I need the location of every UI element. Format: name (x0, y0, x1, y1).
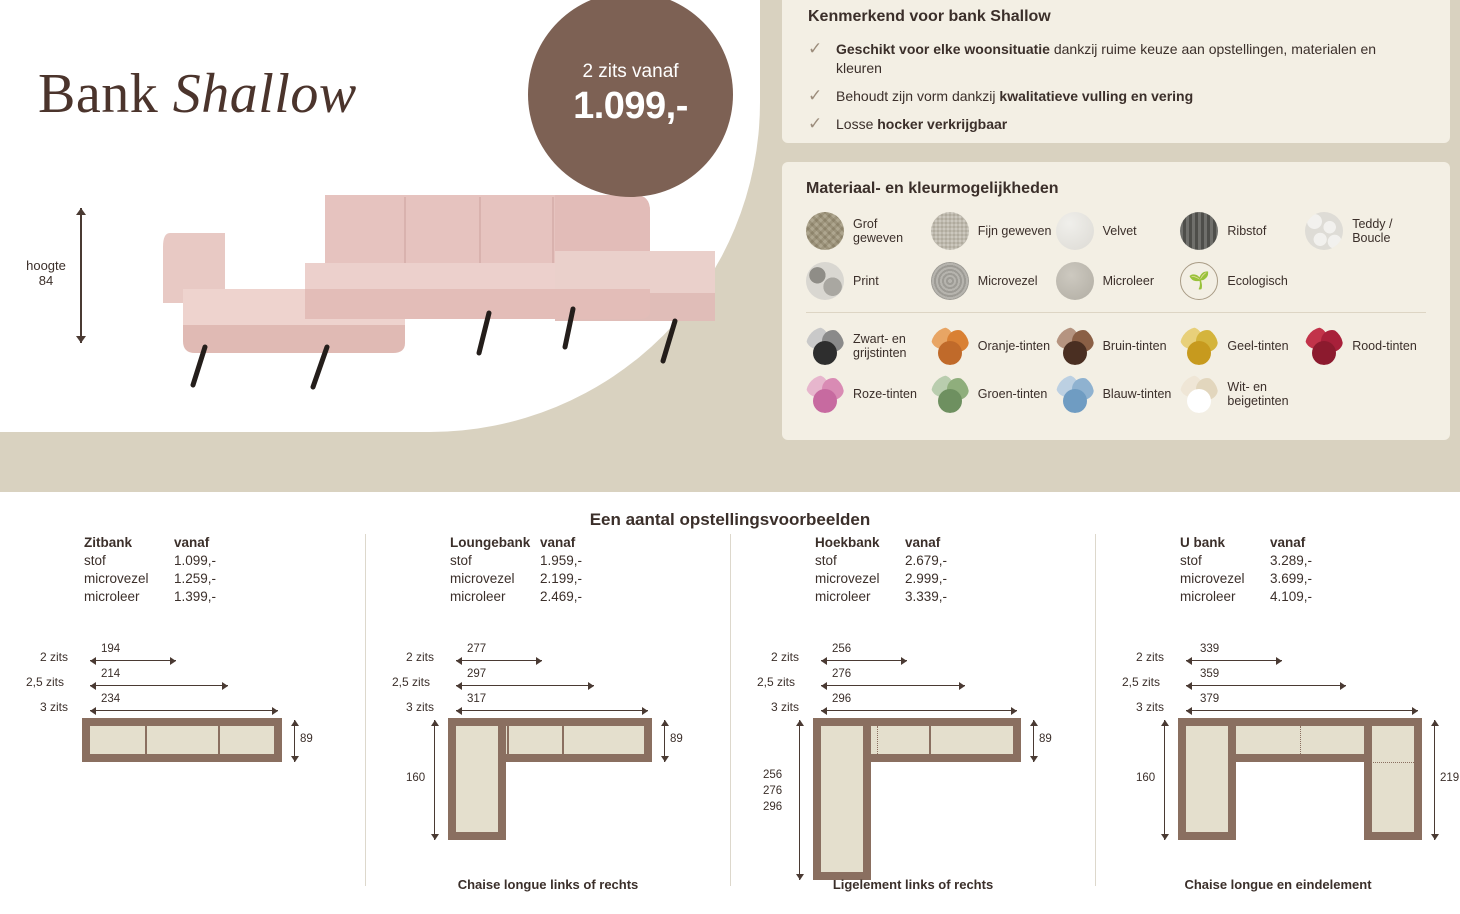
column-caption: Chaise longue en eindelement (1184, 877, 1372, 892)
swatch-microvezel-icon (931, 262, 969, 300)
seat-label: 2,5 zits (1122, 675, 1161, 689)
width-value: 214 (101, 668, 121, 680)
width-value: 339 (1200, 643, 1220, 655)
model-name: Hoekbank (815, 535, 880, 550)
fabric-label: Velvet (1102, 224, 1137, 238)
model-name: U bank (1180, 535, 1226, 550)
depth-value: 89 (670, 733, 683, 745)
fabric-label: Teddy / Boucle (1352, 217, 1393, 245)
plan-shape-chaise (448, 718, 506, 840)
vanaf-label: vanaf (905, 535, 941, 550)
material-name: microvezel (450, 571, 515, 586)
plan-dotted-divider (1300, 726, 1301, 754)
seat-label: 2,5 zits (392, 675, 431, 689)
price-table-names (84, 534, 174, 606)
material-name: microvezel (815, 571, 880, 586)
swatch-microleer-icon (1056, 262, 1094, 300)
price-value: 1.099,- (174, 553, 217, 568)
examples-section (0, 492, 1460, 914)
fabric-swatch-item[interactable] (806, 212, 927, 250)
price-table (757, 534, 1069, 606)
color-swatch-item[interactable] (1056, 375, 1177, 413)
fabric-label: Ecologisch (1227, 274, 1288, 288)
color-swatch-item[interactable] (1180, 327, 1301, 365)
price-table-names (1180, 534, 1270, 606)
examples-heading: Een aantal opstellingsvoorbeelden (589, 510, 871, 529)
price-value: 1.399,- (174, 589, 217, 604)
page-title-italic: Shallow (172, 63, 357, 125)
color-swatch-item[interactable] (806, 327, 927, 365)
width-value: 276 (832, 668, 852, 680)
color-swatch-bruin-icon (1056, 327, 1094, 365)
fabric-swatch-item[interactable] (1305, 212, 1426, 250)
column-caption: Ligelement links of rechts (832, 877, 994, 892)
fabric-label: Print (853, 274, 879, 288)
price-table (392, 534, 704, 606)
swatch-fijn-geweven-icon (931, 212, 969, 250)
examples-columns (0, 534, 1460, 892)
plan-divider (929, 726, 931, 754)
width-arrow (90, 660, 176, 661)
price-table-values (905, 534, 1015, 606)
color-swatch-grid (806, 313, 1426, 413)
column-caption: Chaise longue links of rechts (457, 877, 639, 892)
plan-dotted-divider (877, 726, 878, 754)
swatch-velvet-icon (1056, 212, 1094, 250)
ligelement-depth-value: 256 (763, 769, 783, 781)
price-value: 2.999,- (905, 571, 948, 586)
seat-label: 2,5 zits (757, 675, 796, 689)
vanaf-label: vanaf (174, 535, 210, 550)
color-label: Bruin-tinten (1102, 339, 1167, 353)
color-swatch-roze-icon (806, 375, 844, 413)
seat-label: 2 zits (406, 650, 435, 664)
color-swatch-item[interactable] (931, 327, 1052, 365)
material-name: microleer (450, 589, 506, 604)
chaise-depth-value: 160 (406, 772, 426, 784)
width-arrow (821, 660, 907, 661)
width-arrow (456, 685, 594, 686)
material-name: microleer (815, 589, 871, 604)
swatch-grof-geweven-icon (806, 212, 844, 250)
width-arrow (90, 710, 278, 711)
color-swatch-rood-icon (1305, 327, 1343, 365)
feature-rest: dankzij ruime keuze aan opstellingen, materialen en kleuren (836, 41, 1377, 76)
price-table-values (174, 534, 284, 606)
vanaf-label: vanaf (540, 535, 576, 550)
ligelement-depth-value: 296 (763, 801, 783, 813)
width-value: 317 (467, 693, 487, 705)
color-swatch-wit-beige-icon (1180, 375, 1218, 413)
material-name: stof (1180, 553, 1202, 568)
price-table-names (450, 534, 540, 606)
dimension-diagram (757, 636, 1069, 892)
plan-divider (218, 726, 220, 754)
feature-lead: Losse (836, 116, 878, 132)
material-name: stof (815, 553, 837, 568)
fabric-swatch-grid (806, 212, 1426, 313)
seat-label: 3 zits (1136, 700, 1165, 714)
fabric-label: Microleer (1102, 274, 1154, 288)
height-dimension-arrow (80, 208, 82, 343)
color-label: Rood-tinten (1352, 339, 1417, 353)
plan-divider (562, 726, 564, 754)
seat-label: 3 zits (406, 700, 435, 714)
depth-arrow (294, 720, 295, 762)
material-name: microvezel (84, 571, 149, 586)
fabric-label: Microvezel (977, 274, 1038, 288)
fabric-swatch-item[interactable] (1056, 212, 1177, 250)
plan-shape-chaise (1178, 718, 1236, 840)
width-value: 296 (832, 693, 852, 705)
width-arrow (90, 685, 228, 686)
fabric-swatch-item[interactable] (1180, 262, 1301, 300)
ligelement-depth-arrow (799, 720, 800, 880)
color-label: Oranje-tinten (977, 339, 1051, 353)
price-table (1122, 534, 1434, 606)
material-name: stof (450, 553, 472, 568)
material-name: stof (84, 553, 106, 568)
width-value: 379 (1200, 693, 1220, 705)
plan-shape-eindelement (1364, 718, 1422, 840)
width-value: 256 (832, 643, 852, 655)
color-swatch-zwart-grijs-icon (806, 327, 844, 365)
height-label-line2: 84 (38, 273, 54, 288)
swatch-ribstof-icon (1180, 212, 1218, 250)
color-swatch-item[interactable] (1305, 327, 1426, 365)
width-arrow (1186, 710, 1418, 711)
swatch-print-icon (806, 262, 844, 300)
width-value: 194 (101, 643, 121, 655)
seat-label: 2 zits (40, 650, 69, 664)
price-value: 2.469,- (540, 589, 583, 604)
plan-shape-zitbank (82, 718, 282, 762)
price-value: 3.699,- (1270, 571, 1313, 586)
plan-divider (507, 726, 509, 754)
feature-item (808, 115, 1424, 134)
color-label: Roze-tinten (853, 387, 917, 401)
color-swatch-item[interactable] (931, 375, 1052, 413)
vanaf-label: vanaf (1270, 535, 1306, 550)
price-value: 1.259,- (174, 571, 217, 586)
color-swatch-blauw-icon (1056, 375, 1094, 413)
price-table-names (815, 534, 905, 606)
price-table (26, 534, 339, 606)
color-label: Zwart- en grijstinten (853, 332, 907, 360)
width-value: 359 (1200, 668, 1220, 680)
width-value: 234 (101, 693, 121, 705)
price-table-values (540, 534, 650, 606)
page-title (38, 62, 357, 126)
width-arrow (456, 710, 648, 711)
fabric-swatch-item[interactable] (931, 262, 1052, 300)
swatch-teddy-boucle-icon (1305, 212, 1343, 250)
materials-panel (782, 162, 1450, 440)
fabric-swatch-item[interactable] (931, 212, 1052, 250)
price-badge-caption: 2 zits vanaf (582, 61, 679, 82)
price-value: 2.679,- (905, 553, 948, 568)
fabric-label: Grof geweven (853, 217, 904, 245)
feature-bold: kwalitatieve vulling en vering (999, 88, 1194, 104)
material-name: microleer (1180, 589, 1236, 604)
width-arrow (456, 660, 542, 661)
depth-arrow (1434, 720, 1435, 840)
color-swatch-oranje-icon (931, 327, 969, 365)
seat-label: 2 zits (1136, 650, 1165, 664)
depth-value: 89 (1039, 733, 1052, 745)
check-icon: ✓ (808, 39, 823, 58)
color-label: Blauw-tinten (1102, 387, 1172, 401)
feature-text (836, 87, 1193, 106)
materials-heading: Materiaal- en kleurmogelijkheden (806, 180, 1059, 197)
width-arrow (821, 685, 965, 686)
feature-text (836, 40, 1396, 78)
material-name: microvezel (1180, 571, 1245, 586)
fabric-swatch-item[interactable] (1180, 212, 1301, 250)
seat-label: 3 zits (40, 700, 69, 714)
dimension-diagram (26, 636, 339, 886)
fabric-label: Ribstof (1227, 224, 1267, 238)
model-name: Loungebank (450, 535, 531, 550)
price-value: 2.199,- (540, 571, 583, 586)
feature-bold: Geschikt voor elke woonsituatie (836, 41, 1050, 57)
color-label: Wit- en beigetinten (1227, 380, 1289, 408)
seat-label: 2,5 zits (26, 675, 65, 689)
seat-label: 2 zits (771, 650, 800, 664)
seat-label: 3 zits (771, 700, 800, 714)
plan-shape-ligelement (813, 718, 871, 880)
color-label: Geel-tinten (1227, 339, 1289, 353)
ligelement-depth-value: 276 (763, 785, 783, 797)
width-value: 277 (467, 643, 487, 655)
dimension-diagram (1122, 636, 1460, 892)
features-panel (782, 0, 1450, 143)
model-name: Zitbank (84, 535, 133, 550)
check-icon: ✓ (808, 114, 823, 133)
feature-text (836, 115, 1007, 134)
price-value: 4.109,- (1270, 589, 1313, 604)
feature-item (808, 40, 1424, 78)
chaise-depth-arrow (434, 720, 435, 840)
check-icon: ✓ (808, 86, 823, 105)
depth-arrow (664, 720, 665, 762)
sofa-illustration (75, 185, 715, 395)
chaise-depth-arrow (1164, 720, 1165, 840)
price-value: 3.339,- (905, 589, 948, 604)
plan-divider (145, 726, 147, 754)
width-value: 297 (467, 668, 487, 680)
fabric-swatch-item[interactable] (806, 262, 927, 300)
price-table-values (1270, 534, 1380, 606)
color-label: Groen-tinten (977, 387, 1048, 401)
feature-lead: Behoudt zijn vorm dankzij (836, 88, 1000, 104)
color-swatch-groen-icon (931, 375, 969, 413)
price-badge-amount: 1.099,- (573, 85, 688, 127)
color-swatch-item[interactable] (1056, 327, 1177, 365)
example-column-loungebank (365, 534, 730, 892)
example-column-hoekbank (730, 534, 1095, 892)
price-value: 3.289,- (1270, 553, 1313, 568)
color-swatch-item[interactable] (1180, 375, 1301, 413)
width-arrow (1186, 685, 1346, 686)
sofa-svg (75, 185, 715, 395)
depth-value: 89 (300, 733, 313, 745)
material-name: microleer (84, 589, 140, 604)
height-label (20, 258, 72, 288)
width-arrow (821, 710, 1017, 711)
price-value: 1.959,- (540, 553, 583, 568)
fabric-label: Fijn geweven (977, 224, 1052, 238)
height-label-line1: hoogte (26, 258, 66, 273)
depth-value: 219 (1440, 772, 1460, 784)
price-badge (528, 0, 733, 197)
example-column-zitbank (0, 534, 365, 886)
feature-bold: hocker verkrijgbaar (877, 116, 1008, 132)
color-swatch-geel-icon (1180, 327, 1218, 365)
feature-item (808, 87, 1424, 106)
dimension-diagram (392, 636, 704, 892)
color-swatch-item[interactable] (806, 375, 927, 413)
features-heading: Kenmerkend voor bank Shallow (808, 8, 1051, 25)
fabric-swatch-item[interactable] (1056, 262, 1177, 300)
chaise-depth-value: 160 (1136, 772, 1156, 784)
swatch-ecologisch-icon: 🌱 (1180, 262, 1218, 300)
plan-dotted-divider-h (1370, 762, 1416, 763)
depth-arrow (1033, 720, 1034, 762)
width-arrow (1186, 660, 1282, 661)
example-column-u-bank (1095, 534, 1460, 892)
page-title-regular: Bank (38, 63, 173, 125)
